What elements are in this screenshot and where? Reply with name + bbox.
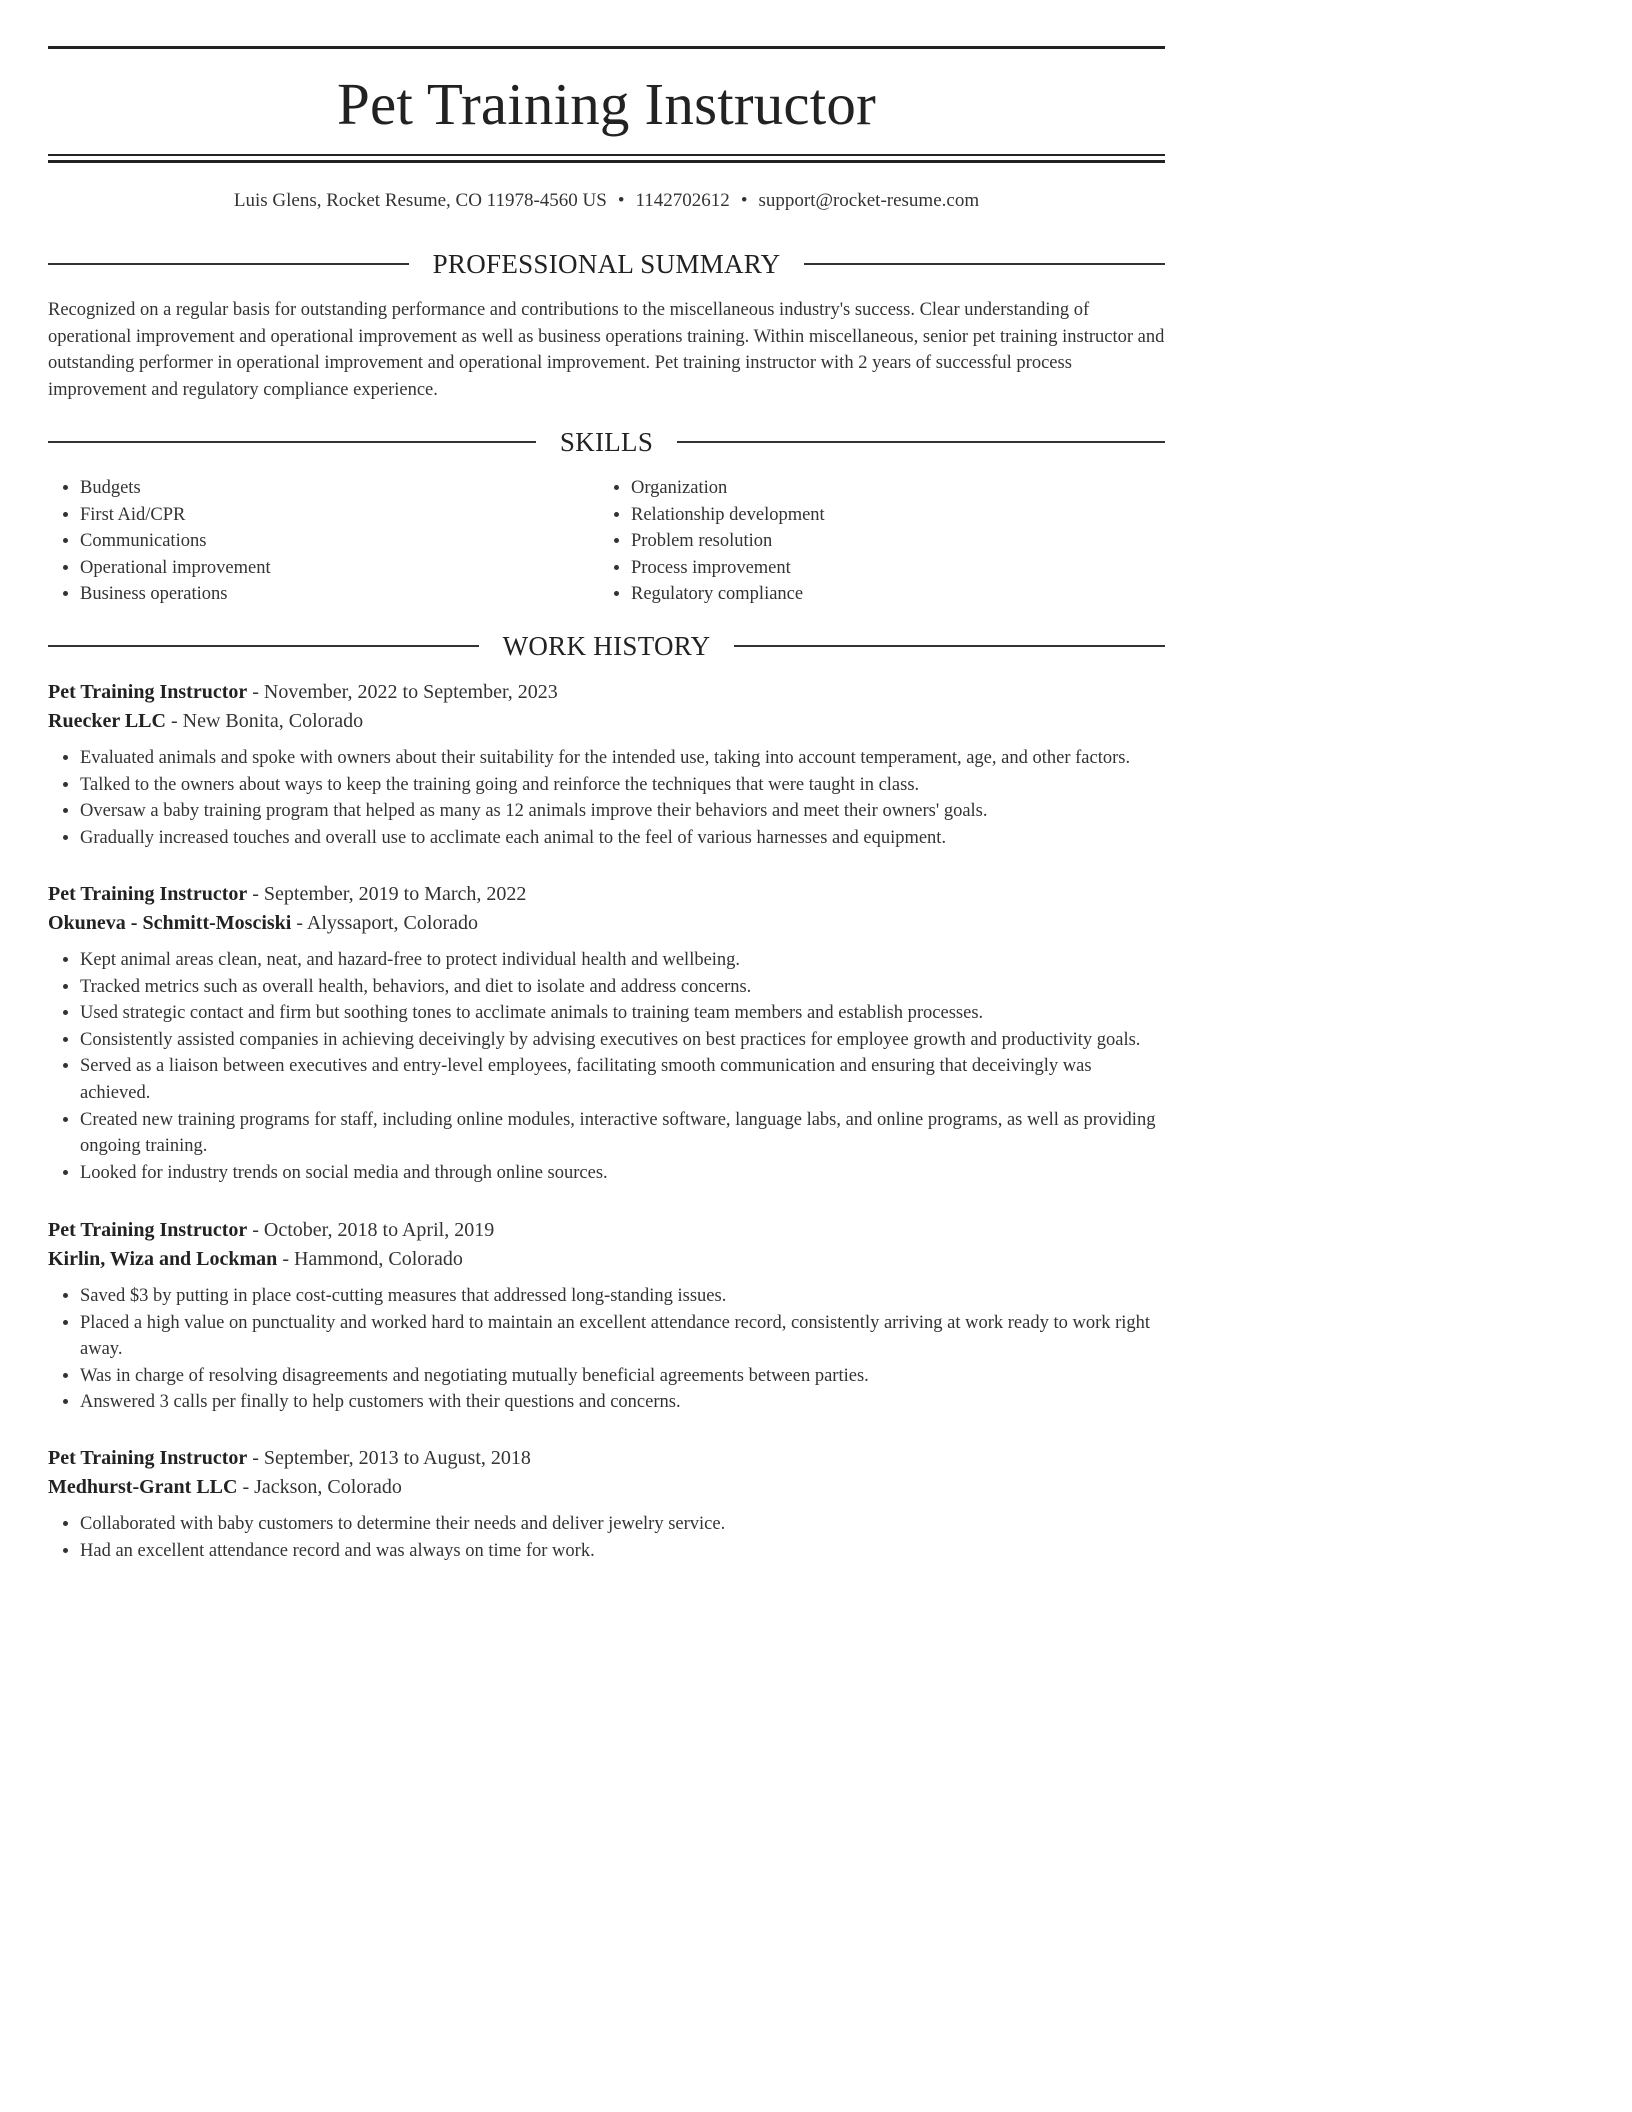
- job-role: Pet Training Instructor: [48, 883, 248, 905]
- title-rule-upper: [48, 154, 1165, 156]
- job-bullets: [48, 1283, 1165, 1416]
- job-title-line: [48, 678, 1165, 707]
- heading-rule-left: [48, 645, 479, 647]
- skill-item: • Relationship development: [631, 502, 1150, 529]
- job-company: Kirlin, Wiza and Lockman: [48, 1248, 278, 1270]
- heading-rule-right: [734, 645, 1165, 647]
- contact-email: support@rocket-resume.com: [758, 190, 980, 211]
- job-title-line: [48, 880, 1165, 909]
- job-bullet: • Placed a high value on punctuality and worked hard to maintain an excellent attendance record, consistently arriving at work ready to work right away.: [80, 1310, 1165, 1363]
- job-bullet: • Served as a liaison between executives and entry-level employees, facilitating smooth communication and ensuring that deceivingly was achieved.: [80, 1053, 1165, 1106]
- job-bullet: • Answered 3 calls per finally to help customers with their questions and concerns.: [80, 1389, 1165, 1416]
- job-bullet: • Used strategic contact and firm but soothing tones to acclimate animals to training team members and establish processes.: [80, 1000, 1165, 1027]
- job-bullet: • Collaborated with baby customers to determine their needs and deliver jewelry service.: [80, 1511, 1165, 1538]
- job-title-line: [48, 1216, 1165, 1245]
- job-location: - New Bonita, Colorado: [165, 710, 364, 732]
- work-heading-label: WORK HISTORY: [502, 631, 711, 661]
- job-role: Pet Training Instructor: [48, 1447, 248, 1469]
- job-bullet: • Created new training programs for staff, including online modules, interactive software, language labs, and online programs, as well as providing ongoing training.: [80, 1107, 1165, 1160]
- job-bullet: • Saved $3 by putting in place cost-cutting measures that addressed long-standing issues.: [80, 1283, 1165, 1310]
- skill-item: • First Aid/CPR: [80, 502, 599, 529]
- skills-column-left: [48, 475, 599, 608]
- heading-rule-right: [804, 263, 1165, 265]
- skills-list: [48, 475, 1165, 608]
- contact-address: Luis Glens, Rocket Resume, CO 11978-4560 US: [233, 190, 607, 211]
- job-bullets: [48, 947, 1165, 1186]
- skills-heading: [48, 424, 1165, 460]
- job-location: - Alyssaport, Colorado: [291, 912, 478, 934]
- job-dates: - September, 2013 to August, 2018: [247, 1447, 531, 1469]
- job-entry: [48, 1444, 1165, 1564]
- heading-rule-right: [677, 441, 1165, 443]
- job-location: - Hammond, Colorado: [277, 1248, 463, 1270]
- contact-line: [48, 188, 1165, 214]
- skill-item: • Budgets: [80, 475, 599, 502]
- job-bullet: • Evaluated animals and spoke with owners about their suitability for the intended use, taking into account temperament, age, and other factors.: [80, 745, 1165, 772]
- summary-text: Recognized on a regular basis for outstanding performance and contributions to the miscellaneous industry's success. Clear understanding of operational improvement and operational improvement as well as business operations training. Within miscellaneous, senior pet training instructor and outstanding performer in operational improvement and operational improvement. Pet training instructor with 2 years of successful process improvement and regulatory compliance experience.: [48, 300, 1165, 400]
- job-bullet: • Tracked metrics such as overall health, behaviors, and diet to isolate and address concerns.: [80, 974, 1165, 1001]
- job-title-line: [48, 1444, 1165, 1473]
- job-bullet: • Had an excellent attendance record and was always on time for work.: [80, 1538, 1165, 1565]
- job-role: Pet Training Instructor: [48, 681, 248, 703]
- heading-rule-left: [48, 263, 409, 265]
- job-bullet: • Oversaw a baby training program that helped as many as 12 animals improve their behaviors and meet their owners' goals.: [80, 798, 1165, 825]
- job-bullet: • Gradually increased touches and overall use to acclimate each animal to the feel of various harnesses and equipment.: [80, 825, 1165, 852]
- job-bullet: • Looked for industry trends on social media and through online sources.: [80, 1160, 1165, 1187]
- job-dates: - November, 2022 to September, 2023: [247, 681, 558, 703]
- title-rule-lower: [48, 160, 1165, 163]
- job-bullets: [48, 745, 1165, 851]
- top-rule: [48, 46, 1165, 49]
- job-role: Pet Training Instructor: [48, 1219, 248, 1241]
- job-dates: - September, 2019 to March, 2022: [247, 883, 527, 905]
- skill-item: • Problem resolution: [631, 528, 1150, 555]
- skill-item: • Business operations: [80, 581, 599, 608]
- job-location: - Jackson, Colorado: [237, 1476, 402, 1498]
- job-bullet: • Talked to the owners about ways to keep the training going and reinforce the techniques that were taught in class.: [80, 772, 1165, 799]
- job-dates: - October, 2018 to April, 2019: [247, 1219, 495, 1241]
- skill-item: • Organization: [631, 475, 1150, 502]
- job-bullet: • Was in charge of resolving disagreements and negotiating mutually beneficial agreements between parties.: [80, 1363, 1165, 1390]
- job-entry: [48, 880, 1165, 1186]
- job-company-line: [48, 707, 1165, 736]
- skill-item: • Operational improvement: [80, 555, 599, 582]
- heading-rule-left: [48, 441, 536, 443]
- job-company-line: [48, 909, 1165, 938]
- job-entry: [48, 1216, 1165, 1416]
- skill-item: • Communications: [80, 528, 599, 555]
- job-bullets: [48, 1511, 1165, 1564]
- page-title: Pet Training Instructor: [337, 71, 876, 137]
- job-company: Ruecker LLC: [48, 710, 166, 732]
- work-heading: [48, 628, 1165, 664]
- job-company: Okuneva - Schmitt-Mosciski: [48, 912, 292, 934]
- skills-column-right: [599, 475, 1150, 608]
- job-bullet: • Consistently assisted companies in achieving deceivingly by advising executives on best practices for employee growth and productivity goals.: [80, 1027, 1165, 1054]
- contact-phone: 1142702612: [635, 190, 730, 211]
- skills-heading-label: SKILLS: [559, 427, 654, 457]
- summary-heading-label: PROFESSIONAL SUMMARY: [432, 249, 781, 279]
- skill-item: • Regulatory compliance: [631, 581, 1150, 608]
- job-company-line: [48, 1245, 1165, 1274]
- job-company: Medhurst-Grant LLC: [48, 1476, 238, 1498]
- skill-item: • Process improvement: [631, 555, 1150, 582]
- job-bullet: • Kept animal areas clean, neat, and hazard-free to protect individual health and wellbeing.: [80, 947, 1165, 974]
- contact-separator: •: [617, 190, 625, 211]
- contact-separator: •: [740, 190, 748, 211]
- job-company-line: [48, 1473, 1165, 1502]
- summary-heading: [48, 246, 1165, 282]
- job-entry: [48, 678, 1165, 851]
